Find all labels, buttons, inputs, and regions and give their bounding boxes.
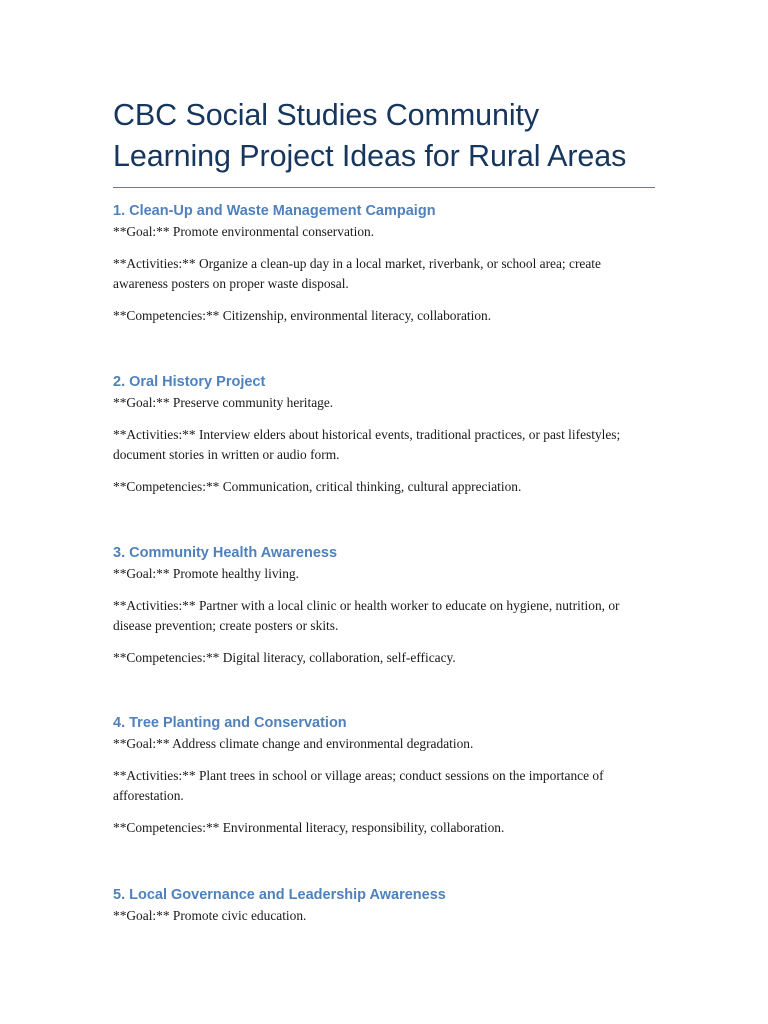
goal-label: **Goal:** xyxy=(113,566,170,581)
goal-paragraph xyxy=(113,734,655,754)
goal-text: Promote healthy living. xyxy=(172,566,299,581)
competencies-paragraph xyxy=(113,648,655,668)
goal-paragraph xyxy=(113,564,655,584)
section-heading: 3. Community Health Awareness xyxy=(113,545,338,561)
section-heading: 1. Clean-Up and Waste Management Campaign xyxy=(113,203,436,219)
section-2 xyxy=(113,372,655,496)
competencies-text: Environmental literacy, responsibility, collaboration. xyxy=(222,819,505,835)
competencies-label: **Competencies:** xyxy=(113,649,220,665)
activities-text: Interview elders about historical events, traditional practices, or past lifestyles; document stories in written or audio form. xyxy=(113,427,621,462)
section-5 xyxy=(113,885,655,926)
goal-paragraph xyxy=(113,393,655,413)
section-3 xyxy=(113,543,655,667)
activities-label: **Activities:** xyxy=(113,598,196,613)
competencies-paragraph xyxy=(113,818,655,838)
goal-label: **Goal:** xyxy=(113,736,170,751)
activities-label: **Activities:** xyxy=(113,768,196,783)
competencies-text: Communication, critical thinking, cultural appreciation. xyxy=(222,478,522,494)
goal-text: Promote environmental conservation. xyxy=(172,224,375,239)
activities-paragraph xyxy=(113,254,655,293)
goal-text: Address climate change and environmental degradation. xyxy=(172,736,474,751)
goal-label: **Goal:** xyxy=(113,224,170,239)
document-title: CBC Social Studies Community Learning Project Ideas for Rural Areas xyxy=(113,98,627,173)
goal-paragraph xyxy=(113,906,655,926)
goal-text: Promote civic education. xyxy=(172,908,307,923)
activities-text: Plant trees in school or village areas; conduct sessions on the importance of afforestation. xyxy=(113,768,604,803)
goal-label: **Goal:** xyxy=(113,395,170,410)
competencies-text: Citizenship, environmental literacy, collaboration. xyxy=(222,307,492,323)
goal-label: **Goal:** xyxy=(113,908,170,923)
competencies-paragraph xyxy=(113,306,655,326)
goal-text: Preserve community heritage. xyxy=(172,395,334,410)
section-1 xyxy=(113,201,655,325)
activities-label: **Activities:** xyxy=(113,256,196,271)
activities-paragraph xyxy=(113,766,655,805)
activities-text: Partner with a local clinic or health worker to educate on hygiene, nutrition, or disease prevention; create posters or skits. xyxy=(113,598,620,633)
title-divider xyxy=(113,187,655,188)
activities-paragraph xyxy=(113,596,655,635)
competencies-label: **Competencies:** xyxy=(113,819,220,835)
activities-label: **Activities:** xyxy=(113,427,196,442)
competencies-label: **Competencies:** xyxy=(113,478,220,494)
activities-paragraph xyxy=(113,425,655,464)
goal-paragraph xyxy=(113,222,655,242)
competencies-text: Digital literacy, collaboration, self-efficacy. xyxy=(222,649,456,665)
section-heading: 2. Oral History Project xyxy=(113,374,266,390)
competencies-paragraph xyxy=(113,477,655,497)
section-4 xyxy=(113,713,655,837)
competencies-label: **Competencies:** xyxy=(113,307,220,323)
section-heading: 4. Tree Planting and Conservation xyxy=(113,715,347,731)
document-page xyxy=(113,0,655,188)
section-heading: 5. Local Governance and Leadership Awareness xyxy=(113,887,446,903)
activities-text: Organize a clean-up day in a local market, riverbank, or school area; create awareness posters on proper waste disposal. xyxy=(113,256,601,291)
